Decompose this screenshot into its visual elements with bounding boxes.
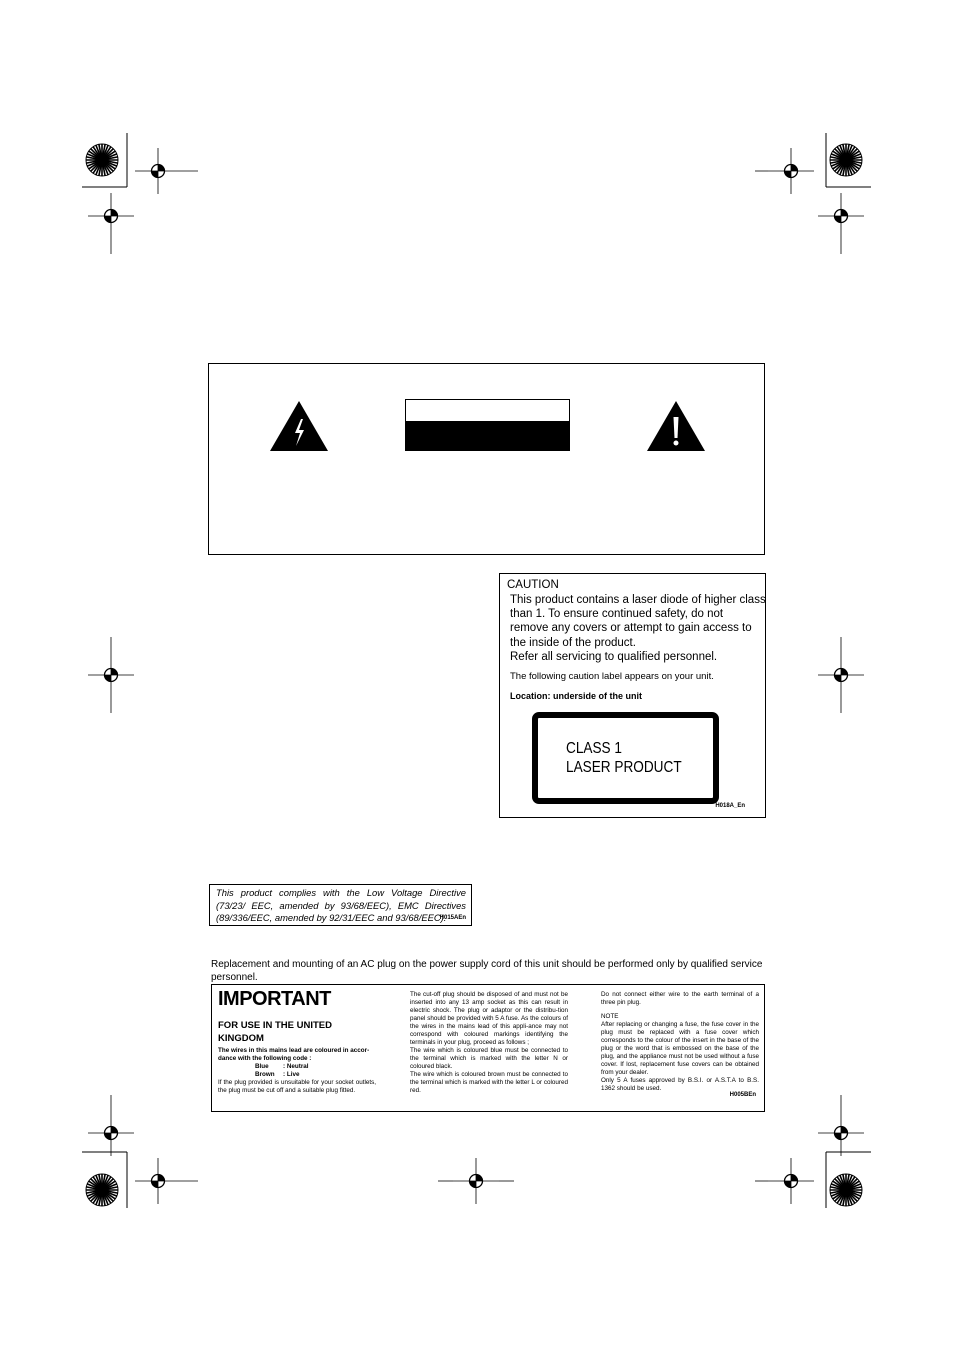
laser-caution-line: remove any covers or attempt to gain access to xyxy=(510,622,752,635)
class1-laser-label xyxy=(532,712,719,804)
important-column-1 xyxy=(218,1047,376,1095)
fuse-approval-text: Only 5 A fuses approved by B.S.I. or A.S.T.A to B.S. 1362 should be used. xyxy=(601,1077,759,1092)
exclamation-warning-icon xyxy=(645,399,707,453)
wire-row-brown xyxy=(218,1071,376,1079)
shock-warning-box xyxy=(208,363,765,555)
wire-code-intro: The wires in this mains lead are coloured in accor-dance with the following code : xyxy=(218,1047,370,1062)
important-subtitle: FOR USE IN THE UNITED KINGDOM xyxy=(218,1020,333,1044)
wire-meaning: : Live xyxy=(283,1071,300,1078)
laser-location-text: Location: underside of the unit xyxy=(510,691,642,701)
important-column-3 xyxy=(601,991,759,1093)
replacement-notice: Replacement and mounting of an AC plug on the power supply cord of this unit should be performed only by qualified service personnel. xyxy=(211,959,763,983)
laser-caution-code: H018A_En xyxy=(715,803,745,809)
note-heading: NOTE xyxy=(601,1013,619,1020)
wire-color: Brown xyxy=(255,1071,275,1078)
earth-terminal-text: Do not connect either wire to the earth terminal of a three pin plug. xyxy=(601,991,759,1006)
important-column-2 xyxy=(410,991,568,1095)
important-box xyxy=(211,984,765,1112)
laser-caution-box xyxy=(499,573,766,818)
brown-wire-text: The wire which is coloured brown must be connected to the terminal which is marked with the letter L or coloured red. xyxy=(410,1071,568,1094)
laser-caution-line: This product contains a laser diode of higher class xyxy=(510,594,766,606)
cut-off-plug-text: The cut-off plug should be disposed of and must not be inserted into any 13 amp socket as this can result in electric shock. The plug or adaptor or the distribu-tion panel should be provided with 5 A fuse. As the colours of the wires in the mains lead of this appli-ance may not correspond with coloured markings identifying the terminals in your plug, proceed as follows ; xyxy=(410,991,568,1046)
important-code: H005BEn xyxy=(729,1092,756,1098)
blue-wire-text: The wire which is coloured blue must be connected to the terminal which is marked with the letter N or coloured black. xyxy=(410,1047,568,1070)
caution-label-bar xyxy=(406,421,569,450)
directive-text: This product complies with the Low Voltage Directive (73/23/ EEC, amended by 93/68/EEC), EMC Directives (89/336/EEC, amended by 92/31/EEC and 93/68/EEC). xyxy=(216,887,466,924)
laser-following-text: The following caution label appears on your unit. xyxy=(510,671,714,682)
lightning-warning-icon xyxy=(268,399,330,453)
caution-label-graphic xyxy=(405,399,570,451)
wire-meaning: : Neutral xyxy=(283,1063,309,1070)
laser-caution-line: Refer all servicing to qualified personnel. xyxy=(510,650,718,663)
laser-caution-text xyxy=(510,593,766,664)
laser-caution-title: CAUTION xyxy=(507,579,559,591)
directive-code: H015AEn xyxy=(439,915,466,921)
wire-color: Blue xyxy=(255,1063,269,1070)
wire-row-blue xyxy=(218,1063,376,1071)
laser-caution-line: the inside of the product. xyxy=(510,636,636,649)
laser-label-line1: CLASS 1 xyxy=(566,740,622,757)
directive-compliance-box xyxy=(209,884,472,926)
important-title: IMPORTANT xyxy=(218,988,331,1010)
fuse-cover-text: After replacing or changing a fuse, the fuse cover in the plug must be replaced with a fuse cover which corresponds to the colour of the insert in the base of the plug or the word that is embossed on the base of the plug, and the appliance must not be used without a fuse cover. If lost, replacement fuse covers can be obtained from your dealer. xyxy=(601,1021,759,1076)
plug-unsuitable-text: If the plug provided is unsuitable for your socket outlets, the plug must be cut off and a suitable plug fitted. xyxy=(218,1079,376,1094)
laser-caution-line: than 1. To ensure continued safety, do not xyxy=(510,608,724,621)
laser-label-line2: LASER PRODUCT xyxy=(566,759,682,776)
